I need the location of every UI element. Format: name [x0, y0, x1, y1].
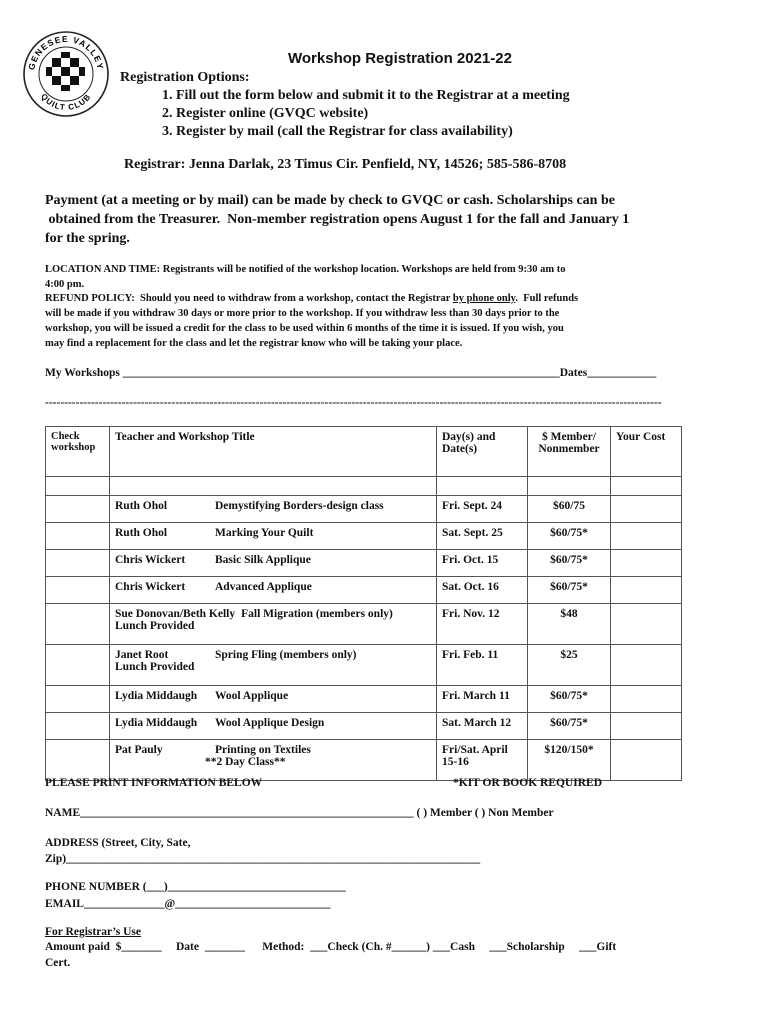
spacer-row	[46, 477, 682, 496]
your-cost-cell[interactable]	[611, 740, 682, 781]
header-cost: Your Cost	[611, 427, 682, 477]
date-cell: Sat. Sept. 25	[437, 523, 528, 550]
table-row	[46, 713, 682, 740]
table-row	[46, 645, 682, 686]
table-row	[46, 496, 682, 523]
check-cell[interactable]	[46, 523, 110, 550]
refund-line: may find a replacement for the class and let the registrar know who will be taking your place.	[45, 338, 463, 349]
price-cell: $60/75*	[528, 577, 611, 604]
by-phone-emphasis: by phone only	[452, 293, 516, 304]
header-dates: Day(s) and Date(s)	[437, 427, 528, 477]
cert-label: Cert.	[45, 957, 71, 969]
date-cell: Fri. Oct. 15	[437, 550, 528, 577]
option-item: 3. Register by mail (call the Registrar for class availability)	[162, 124, 513, 139]
header-check: Check workshop	[46, 427, 110, 477]
refund-line: workshop, you will be issued a credit for the class to be used within 6 months of the time it is issued. If you wish, you	[45, 323, 564, 334]
refund-line	[45, 291, 578, 306]
workshop-note: Lunch Provided	[115, 620, 195, 632]
workshop-title: Printing on Textiles	[215, 744, 311, 756]
payment-line: Payment (at a meeting or by mail) can be made by check to GVQC or cash. Scholarships can be	[45, 193, 615, 208]
date-cell: Fri. Sept. 24	[437, 496, 528, 523]
your-cost-cell[interactable]	[611, 604, 682, 645]
teacher-title-cell	[110, 523, 437, 550]
address-field[interactable]: Zip)________________________________________________________________________	[45, 853, 481, 865]
option-item: 2. Register online (GVQC website)	[162, 106, 369, 121]
your-cost-cell[interactable]	[611, 686, 682, 713]
price-cell: $60/75	[528, 496, 611, 523]
price-cell: $60/75*	[528, 523, 611, 550]
your-cost-cell[interactable]	[611, 577, 682, 604]
header-teacher: Teacher and Workshop Title	[110, 427, 437, 477]
price-cell: $48	[528, 604, 611, 645]
location-line: LOCATION AND TIME: Registrants will be notified of the workshop location. Workshops are held from 9:30 am to	[45, 264, 566, 275]
price-cell: $60/75*	[528, 686, 611, 713]
table-row	[46, 550, 682, 577]
teacher-name: Lydia Middaugh	[115, 717, 198, 729]
price-cell: $60/75*	[528, 550, 611, 577]
svg-text:QUILT CLUB	[39, 92, 93, 112]
teacher-title-cell	[110, 713, 437, 740]
check-cell[interactable]	[46, 550, 110, 577]
workshop-table	[45, 426, 682, 781]
teacher-name: Ruth Ohol	[115, 527, 168, 539]
table-row	[46, 740, 682, 781]
page-title: Workshop Registration 2021-22	[288, 50, 512, 67]
workshop-title: Demystifying Borders-design class	[215, 500, 384, 512]
your-cost-cell[interactable]	[611, 713, 682, 740]
kit-note: *KIT OR BOOK REQUIRED	[453, 777, 602, 789]
address-label: ADDRESS (Street, City, Sate,	[45, 837, 191, 849]
teacher-name: Janet Root	[115, 649, 169, 661]
workshop-title: Marking Your Quilt	[215, 527, 314, 539]
teacher-title-cell	[110, 496, 437, 523]
club-logo	[22, 28, 110, 120]
date-cell: Sat. Oct. 16	[437, 577, 528, 604]
refund-text: REFUND POLICY: Should you need to withdraw from a workshop, contact the Registrar	[45, 293, 453, 304]
phone-field[interactable]: PHONE NUMBER (___)_______________________________	[45, 881, 346, 893]
refund-text: . Full refunds	[515, 293, 579, 304]
location-line: 4:00 pm.	[45, 279, 85, 290]
workshop-title: Basic Silk Applique	[215, 554, 311, 566]
payment-line: for the spring.	[45, 231, 130, 246]
teacher-title-cell	[110, 604, 437, 645]
workshop-title: Wool Applique Design	[215, 717, 325, 729]
date-cell: Fri/Sat. April 15-16	[437, 740, 528, 781]
your-cost-cell[interactable]	[611, 523, 682, 550]
teacher-name: Chris Wickert	[115, 554, 186, 566]
teacher-name: Sue Donovan/Beth Kelly	[115, 608, 236, 620]
teacher-name: Ruth Ohol	[115, 500, 168, 512]
check-cell[interactable]	[46, 645, 110, 686]
price-cell: $120/150*	[528, 740, 611, 781]
teacher-name: Lydia Middaugh	[115, 690, 198, 702]
check-cell[interactable]	[46, 740, 110, 781]
table-row	[46, 523, 682, 550]
teacher-title-cell	[110, 645, 437, 686]
option-item: 1. Fill out the form below and submit it to the Registrar at a meeting	[162, 88, 570, 103]
teacher-name: Chris Wickert	[115, 581, 186, 593]
email-field[interactable]: EMAIL______________@___________________________	[45, 898, 331, 910]
logo-bottom-text: QUILT CLUB	[39, 91, 93, 113]
price-cell: $25	[528, 645, 611, 686]
options-heading: Registration Options:	[120, 70, 250, 85]
check-cell[interactable]	[46, 577, 110, 604]
check-cell[interactable]	[46, 713, 110, 740]
workshop-note: **2 Day Class**	[205, 756, 286, 768]
teacher-title-cell	[110, 550, 437, 577]
table-header-row	[46, 427, 682, 477]
table-row	[46, 604, 682, 645]
workshop-title: Fall Migration (members only)	[241, 608, 393, 620]
workshop-title: Wool Applique	[215, 690, 289, 702]
your-cost-cell[interactable]	[611, 496, 682, 523]
table-row	[46, 577, 682, 604]
print-info-label: PLEASE PRINT INFORMATION BELOW	[45, 777, 263, 789]
divider: -----------------------------------------------------------------------------------------------------------------------------------------------------------------	[45, 397, 662, 409]
date-cell: Sat. March 12	[437, 713, 528, 740]
price-cell: $60/75*	[528, 713, 611, 740]
header-price: $ Member/ Nonmember	[528, 427, 611, 477]
your-cost-cell[interactable]	[611, 645, 682, 686]
refund-line: will be made if you withdraw 30 days or more prior to the workshop. If you withdraw less than 30 days prior to the	[45, 308, 560, 319]
teacher-title-cell	[110, 577, 437, 604]
workshop-note: Lunch Provided	[115, 661, 195, 673]
teacher-title-cell	[110, 740, 437, 781]
your-cost-cell[interactable]	[611, 550, 682, 577]
name-field[interactable]: NAME__________________________________________________________ ( ) Member ( ) Non Member	[45, 807, 554, 819]
payment-line: obtained from the Treasurer. Non-member registration opens August 1 for the fall and January 1	[45, 212, 630, 227]
check-cell[interactable]	[46, 604, 110, 645]
logo-top-text: GENESEE VALLEY	[26, 33, 106, 71]
registrar-use-heading: For Registrar’s Use	[45, 926, 142, 938]
workshop-title: Spring Fling (members only)	[215, 649, 357, 661]
workshop-title: Advanced Applique	[215, 581, 312, 593]
date-cell: Fri. Feb. 11	[437, 645, 528, 686]
check-cell[interactable]	[46, 686, 110, 713]
amount-paid-line[interactable]: Amount paid $_______ Date _______ Method: ___Check (Ch. #______) ___Cash ___Scholarship ___Gift	[45, 941, 617, 953]
date-cell: Fri. March 11	[437, 686, 528, 713]
my-workshops-field[interactable]: My Workshops ____________________________________________________________________________Dates____________	[45, 367, 657, 379]
teacher-name: Pat Pauly	[115, 744, 163, 756]
registrar-info: Registrar: Jenna Darlak, 23 Timus Cir. Penfield, NY, 14526; 585-586-8708	[124, 157, 567, 172]
date-cell: Fri. Nov. 12	[437, 604, 528, 645]
teacher-title-cell	[110, 686, 437, 713]
quilt-block-icon	[22, 28, 110, 120]
table-row	[46, 686, 682, 713]
check-cell[interactable]	[46, 496, 110, 523]
